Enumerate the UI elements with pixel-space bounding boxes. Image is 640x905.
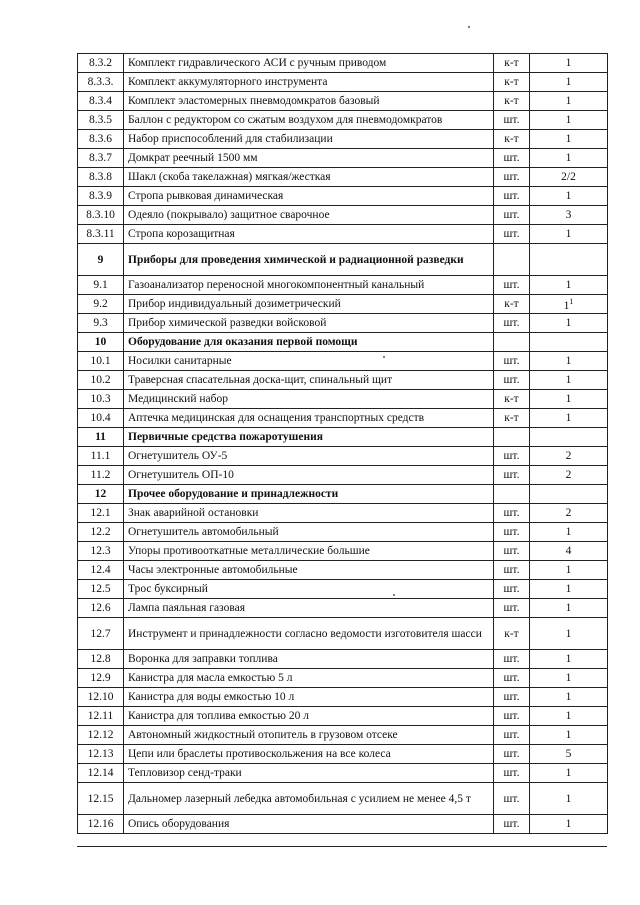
row-name: Знак аварийной остановки <box>124 504 494 523</box>
row-number: 11.1 <box>78 447 124 466</box>
row-qty: 5 <box>530 745 608 764</box>
row-qty: 1 <box>530 225 608 244</box>
row-number: 9.3 <box>78 314 124 333</box>
row-number: 10.1 <box>78 352 124 371</box>
table-row <box>78 111 608 130</box>
table-row <box>78 707 608 726</box>
row-name: Домкрат реечный 1500 мм <box>124 149 494 168</box>
row-unit: к-т <box>494 295 530 314</box>
table-row <box>78 764 608 783</box>
row-number: 8.3.6 <box>78 130 124 149</box>
row-qty: 2 <box>530 504 608 523</box>
row-name: Прибор химической разведки войсковой <box>124 314 494 333</box>
row-name: Шакл (скоба такелажная) мягкая/жесткая <box>124 168 494 187</box>
row-number: 8.3.2 <box>78 54 124 73</box>
row-number: 12.1 <box>78 504 124 523</box>
row-unit: шт. <box>494 447 530 466</box>
section-row <box>78 428 608 447</box>
row-unit: шт. <box>494 815 530 834</box>
row-qty: 2/2 <box>530 168 608 187</box>
row-unit: шт. <box>494 466 530 485</box>
row-qty: 1 <box>530 92 608 111</box>
row-number: 12.9 <box>78 669 124 688</box>
table-row <box>78 580 608 599</box>
row-qty: 1 <box>530 618 608 650</box>
row-name: Огнетушитель ОУ-5 <box>124 447 494 466</box>
row-qty: 1 <box>530 707 608 726</box>
table-row <box>78 783 608 815</box>
row-unit: шт. <box>494 764 530 783</box>
row-qty <box>530 485 608 504</box>
row-unit: шт. <box>494 206 530 225</box>
table-bottom-border <box>77 826 607 847</box>
row-unit: шт. <box>494 352 530 371</box>
row-qty: 1 <box>530 783 608 815</box>
section-row <box>78 244 608 276</box>
row-number: 11 <box>78 428 124 447</box>
row-qty: 1 <box>530 130 608 149</box>
table-row <box>78 295 608 314</box>
row-name: Дальномер лазерный лебедка автомобильная с усилием не менее 4,5 т <box>124 783 494 815</box>
row-number: 8.3.7 <box>78 149 124 168</box>
row-unit: шт. <box>494 783 530 815</box>
table-row <box>78 73 608 92</box>
row-qty: 1 <box>530 726 608 745</box>
table-row <box>78 206 608 225</box>
row-qty: 1 <box>530 688 608 707</box>
row-name: Упоры противооткатные металлические большие <box>124 542 494 561</box>
row-unit: шт. <box>494 276 530 295</box>
row-number: 8.3.11 <box>78 225 124 244</box>
table-row <box>78 688 608 707</box>
row-unit <box>494 333 530 352</box>
table-row <box>78 599 608 618</box>
row-qty: 1 <box>530 149 608 168</box>
row-number: 9.2 <box>78 295 124 314</box>
row-unit: шт. <box>494 561 530 580</box>
row-unit: шт. <box>494 707 530 726</box>
table-row <box>78 390 608 409</box>
row-qty: 2 <box>530 466 608 485</box>
row-name: Опись оборудования <box>124 815 494 834</box>
row-qty: 1 <box>530 314 608 333</box>
row-unit: шт. <box>494 314 530 333</box>
row-unit: к-т <box>494 54 530 73</box>
row-qty <box>530 428 608 447</box>
row-number: 9 <box>78 244 124 276</box>
table-row <box>78 669 608 688</box>
row-name: Прочее оборудование и принадлежности <box>124 485 494 504</box>
table-row <box>78 650 608 669</box>
row-name: Воронка для заправки топлива <box>124 650 494 669</box>
row-unit: шт. <box>494 111 530 130</box>
row-unit: шт. <box>494 371 530 390</box>
row-unit: шт. <box>494 580 530 599</box>
row-number: 12.3 <box>78 542 124 561</box>
row-unit: шт. <box>494 745 530 764</box>
table-row <box>78 276 608 295</box>
row-number: 12.10 <box>78 688 124 707</box>
row-unit <box>494 428 530 447</box>
row-qty: 1 <box>530 187 608 206</box>
row-qty: 4 <box>530 542 608 561</box>
row-number: 12.15 <box>78 783 124 815</box>
row-name: Носилки санитарные <box>124 352 494 371</box>
row-unit: шт. <box>494 669 530 688</box>
row-name: Огнетушитель автомобильный <box>124 523 494 542</box>
table-row <box>78 745 608 764</box>
scan-speck <box>393 594 395 596</box>
row-unit: к-т <box>494 73 530 92</box>
scan-speck <box>383 356 385 358</box>
row-number: 10 <box>78 333 124 352</box>
row-name: Канистра для масла емкостью 5 л <box>124 669 494 688</box>
row-unit: шт. <box>494 688 530 707</box>
row-name: Часы электронные автомобильные <box>124 561 494 580</box>
row-number: 12.13 <box>78 745 124 764</box>
row-name: Комплект аккумуляторного инструмента <box>124 73 494 92</box>
row-number: 12.7 <box>78 618 124 650</box>
row-name: Одеяло (покрывало) защитное сварочное <box>124 206 494 225</box>
row-name: Газоанализатор переносной многокомпонентный канальный <box>124 276 494 295</box>
row-number: 10.3 <box>78 390 124 409</box>
row-qty: 1 <box>530 371 608 390</box>
table-row <box>78 54 608 73</box>
row-number: 12.8 <box>78 650 124 669</box>
table-row <box>78 504 608 523</box>
row-number: 12.6 <box>78 599 124 618</box>
row-unit <box>494 244 530 276</box>
row-unit: к-т <box>494 130 530 149</box>
table-row <box>78 92 608 111</box>
row-name: Первичные средства пожаротушения <box>124 428 494 447</box>
row-qty: 1 <box>530 599 608 618</box>
table-row <box>78 130 608 149</box>
row-unit: к-т <box>494 618 530 650</box>
row-qty: $1^1$ <box>530 295 608 314</box>
table-row <box>78 466 608 485</box>
equipment-table <box>77 53 608 834</box>
row-unit <box>494 485 530 504</box>
row-unit: к-т <box>494 390 530 409</box>
table-row <box>78 352 608 371</box>
table-row <box>78 314 608 333</box>
row-qty: 1 <box>530 111 608 130</box>
row-qty: 2 <box>530 447 608 466</box>
row-number: 10.2 <box>78 371 124 390</box>
row-name: Цепи или браслеты противоскольжения на все колеса <box>124 745 494 764</box>
row-number: 12.12 <box>78 726 124 745</box>
table-row <box>78 542 608 561</box>
row-unit: к-т <box>494 409 530 428</box>
row-qty: 1 <box>530 523 608 542</box>
row-number: 8.3.5 <box>78 111 124 130</box>
row-number: 10.4 <box>78 409 124 428</box>
table-row <box>78 187 608 206</box>
row-name: Лампа паяльная газовая <box>124 599 494 618</box>
row-qty: 1 <box>530 815 608 834</box>
row-qty: 1 <box>530 669 608 688</box>
row-name: Прибор индивидуальный дозиметрический <box>124 295 494 314</box>
row-qty: 1 <box>530 561 608 580</box>
row-unit: шт. <box>494 726 530 745</box>
footnote-marker: 1 <box>569 297 574 307</box>
row-number: 9.1 <box>78 276 124 295</box>
table-row <box>78 149 608 168</box>
table-row <box>78 409 608 428</box>
row-name: Автономный жидкостный отопитель в грузовом отсеке <box>124 726 494 745</box>
table-row <box>78 168 608 187</box>
row-name: Набор приспособлений для стабилизации <box>124 130 494 149</box>
row-unit: шт. <box>494 523 530 542</box>
row-unit: шт. <box>494 650 530 669</box>
row-name: Стропа корозащитная <box>124 225 494 244</box>
row-unit: шт. <box>494 504 530 523</box>
row-number: 12.2 <box>78 523 124 542</box>
row-number: 12.16 <box>78 815 124 834</box>
row-number: 8.3.10 <box>78 206 124 225</box>
row-unit: шт. <box>494 225 530 244</box>
section-row <box>78 485 608 504</box>
row-unit: шт. <box>494 149 530 168</box>
row-name: Стропа рывковая динамическая <box>124 187 494 206</box>
row-unit: шт. <box>494 542 530 561</box>
row-number: 11.2 <box>78 466 124 485</box>
section-row <box>78 333 608 352</box>
table-row <box>78 523 608 542</box>
row-unit: к-т <box>494 92 530 111</box>
scan-speck <box>468 26 470 28</box>
row-number: 12.5 <box>78 580 124 599</box>
row-qty: 1 <box>530 73 608 92</box>
row-name: Инструмент и принадлежности согласно ведомости изготовителя шасси <box>124 618 494 650</box>
row-qty: 1 <box>530 352 608 371</box>
table-row <box>78 447 608 466</box>
row-name: Огнетушитель ОП-10 <box>124 466 494 485</box>
table-row <box>78 726 608 745</box>
row-qty: 1 <box>530 650 608 669</box>
table-row <box>78 371 608 390</box>
row-qty: 1 <box>530 764 608 783</box>
row-number: 12.11 <box>78 707 124 726</box>
row-name: Канистра для топлива емкостью 20 л <box>124 707 494 726</box>
row-qty: 1 <box>530 54 608 73</box>
row-qty: 1 <box>530 580 608 599</box>
table-row <box>78 225 608 244</box>
row-qty <box>530 333 608 352</box>
row-name: Медицинский набор <box>124 390 494 409</box>
table-row <box>78 561 608 580</box>
row-number: 8.3.3. <box>78 73 124 92</box>
row-qty: 3 <box>530 206 608 225</box>
row-name: Канистра для воды емкостью 10 л <box>124 688 494 707</box>
row-number: 8.3.8 <box>78 168 124 187</box>
row-number: 12.4 <box>78 561 124 580</box>
row-unit: шт. <box>494 187 530 206</box>
row-name: Тепловизор сенд-траки <box>124 764 494 783</box>
row-number: 12 <box>78 485 124 504</box>
row-name: Оборудование для оказания первой помощи <box>124 333 494 352</box>
row-name: Аптечка медицинская для оснащения транспортных средств <box>124 409 494 428</box>
equipment-table-body <box>78 54 608 834</box>
row-name: Трос буксирный <box>124 580 494 599</box>
table-row <box>78 618 608 650</box>
row-qty: 1 <box>530 409 608 428</box>
row-name: Комплект гидравлического АСИ с ручным приводом <box>124 54 494 73</box>
row-name: Приборы для проведения химической и радиационной разведки <box>124 244 494 276</box>
row-number: 12.14 <box>78 764 124 783</box>
row-number: 8.3.9 <box>78 187 124 206</box>
row-unit: шт. <box>494 599 530 618</box>
row-name: Траверсная спасательная доска-щит, спинальный щит <box>124 371 494 390</box>
row-qty: 1 <box>530 390 608 409</box>
row-qty: 1 <box>530 276 608 295</box>
row-name: Комплект эластомерных пневмодомкратов базовый <box>124 92 494 111</box>
row-name: Баллон с редуктором со сжатым воздухом для пневмодомкратов <box>124 111 494 130</box>
row-unit: шт. <box>494 168 530 187</box>
row-qty <box>530 244 608 276</box>
row-number: 8.3.4 <box>78 92 124 111</box>
